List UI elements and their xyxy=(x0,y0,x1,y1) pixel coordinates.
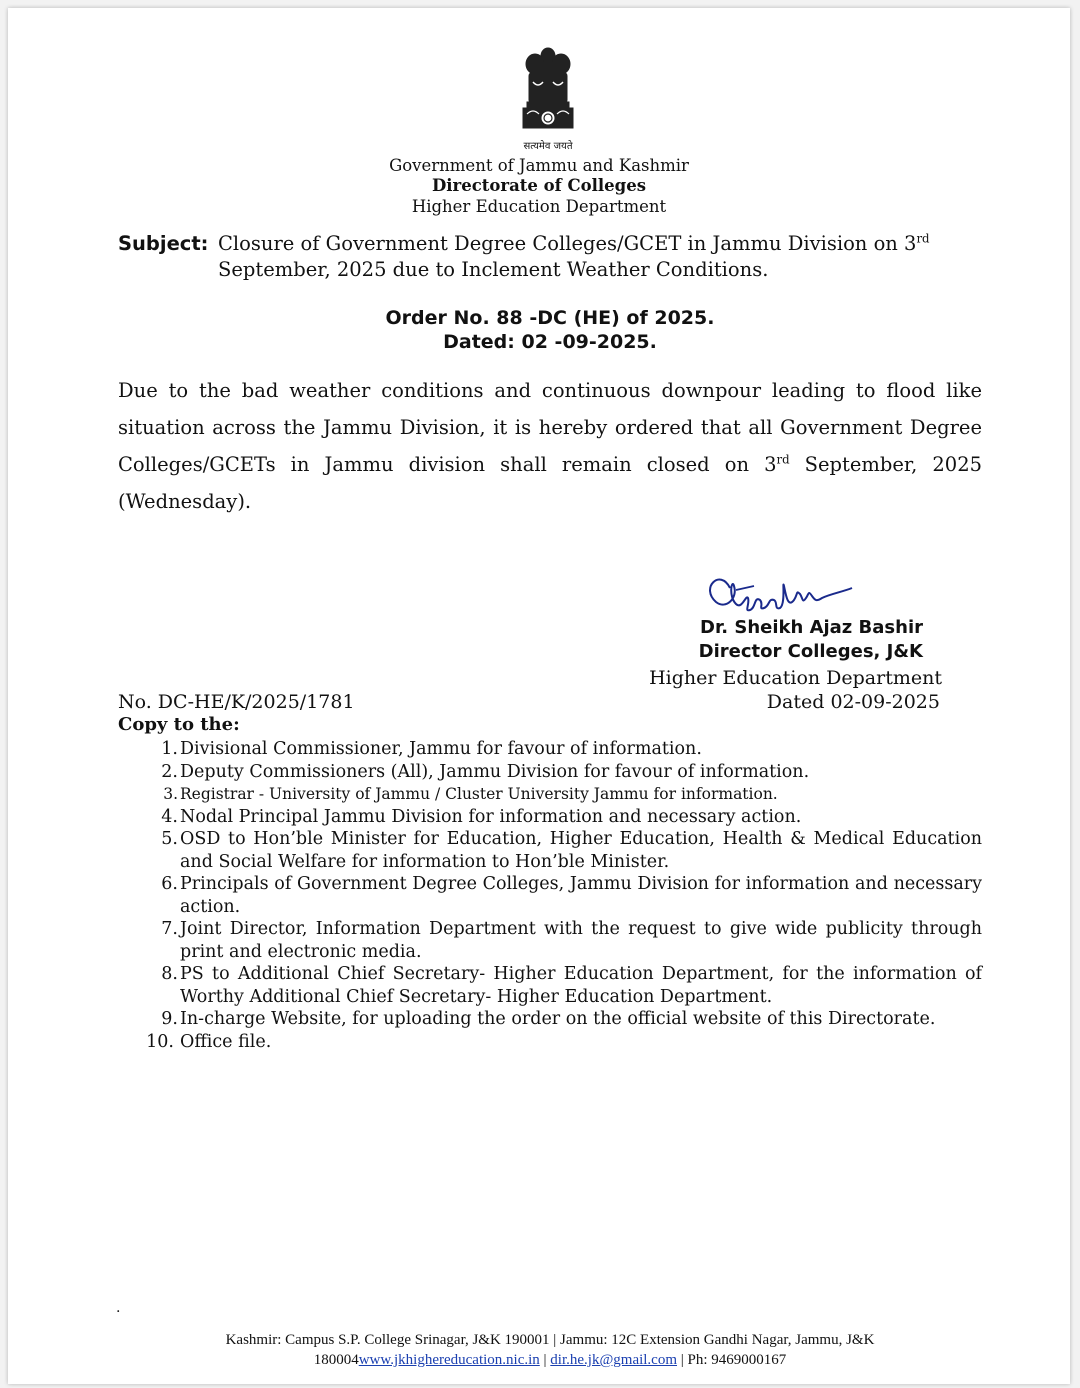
reference-number: No. DC-HE/K/2025/1781 xyxy=(118,691,355,713)
subject-text: Closure of Government Degree Colleges/GCET in Jammu Division on 3rd September, 2025 due to Inclement Weather Conditions. xyxy=(218,231,930,281)
order-body: Due to the bad weather conditions and continuous downpour leading to flood like situation across the Jammu Division, it is hereby ordered that all Government Degree Colleges/GCETs in Jammu division shall remain closed on 3rd September, 2025 (Wednesday). xyxy=(118,379,983,513)
signature-icon xyxy=(700,558,900,618)
footer-pin: 180004 xyxy=(313,1352,359,1368)
document-page xyxy=(8,8,1070,1384)
copy-to-label: Copy to the: xyxy=(118,714,240,735)
footer-address xyxy=(8,1330,1070,1370)
signatory-name: Dr. Sheikh Ajaz Bashir xyxy=(700,617,923,638)
order-number: Order No. 88 -DC (HE) of 2025. xyxy=(385,307,715,329)
state-emblem-icon xyxy=(513,42,583,142)
copy-to-list xyxy=(118,738,982,1053)
signatory-title: Director Colleges, J&K xyxy=(698,641,923,662)
order-date: Dated: 02 -09-2025. xyxy=(443,331,657,353)
list-item: 6. Principals of Government Degree Colleges, Jammu Division for information and necessary action. xyxy=(161,874,982,917)
list-item: 2. Deputy Commissioners (All), Jammu Division for favour of information. xyxy=(161,761,810,782)
subject-block xyxy=(118,231,978,283)
list-item: 9. In-charge Website, for uploading the order on the official website of this Directorate. xyxy=(161,1009,936,1029)
signatory-department: Higher Education Department xyxy=(649,667,942,689)
list-item: 10. Office file. xyxy=(146,1031,272,1052)
header-directorate: Directorate of Colleges xyxy=(431,176,647,195)
list-item: 3. Registrar - University of Jammu / Cluster University Jammu for information. xyxy=(163,785,778,803)
footer-phone: | Ph: 9469000167 xyxy=(677,1352,787,1368)
list-item: 1. Divisional Commissioner, Jammu for favour of information. xyxy=(161,739,702,759)
subject-label: Subject: xyxy=(118,232,209,255)
reference-date: Dated 02-09-2025 xyxy=(766,691,940,713)
list-item: 4. Nodal Principal Jammu Division for information and necessary action. xyxy=(161,806,802,827)
emblem-motto: सत्यमेव जयते xyxy=(523,141,573,152)
list-item: 8. PS to Additional Chief Secretary- Higher Education Department, for the information of Worthy Additional Chief Secretary- Higher Education Department. xyxy=(161,964,982,1007)
header-department: Higher Education Department xyxy=(411,197,667,216)
stray-mark: . xyxy=(116,1300,121,1316)
footer-website-link[interactable]: www.jkhighereducation.nic.in xyxy=(358,1352,540,1368)
list-item: 5. OSD to Hon’ble Minister for Education, Higher Education, Health & Medical Education and Social Welfare for information to Hon’ble Minister. xyxy=(161,829,982,872)
list-item: 7. Joint Director, Information Department with the request to give wide publicity through print and electronic media. xyxy=(161,919,982,962)
header-government: Government of Jammu and Kashmir xyxy=(389,156,689,175)
footer-email-link[interactable]: dir.he.jk@gmail.com xyxy=(550,1352,678,1368)
footer-line2: 180004www.jkhighereducation.nic.in | dir.he.jk@gmail.com | Ph: 9469000167 xyxy=(313,1352,787,1368)
footer-line1: Kashmir: Campus S.P. College Srinagar, J&K 190001 | Jammu: 12C Extension Gandhi Nagar, Jammu, J&K xyxy=(225,1332,875,1348)
